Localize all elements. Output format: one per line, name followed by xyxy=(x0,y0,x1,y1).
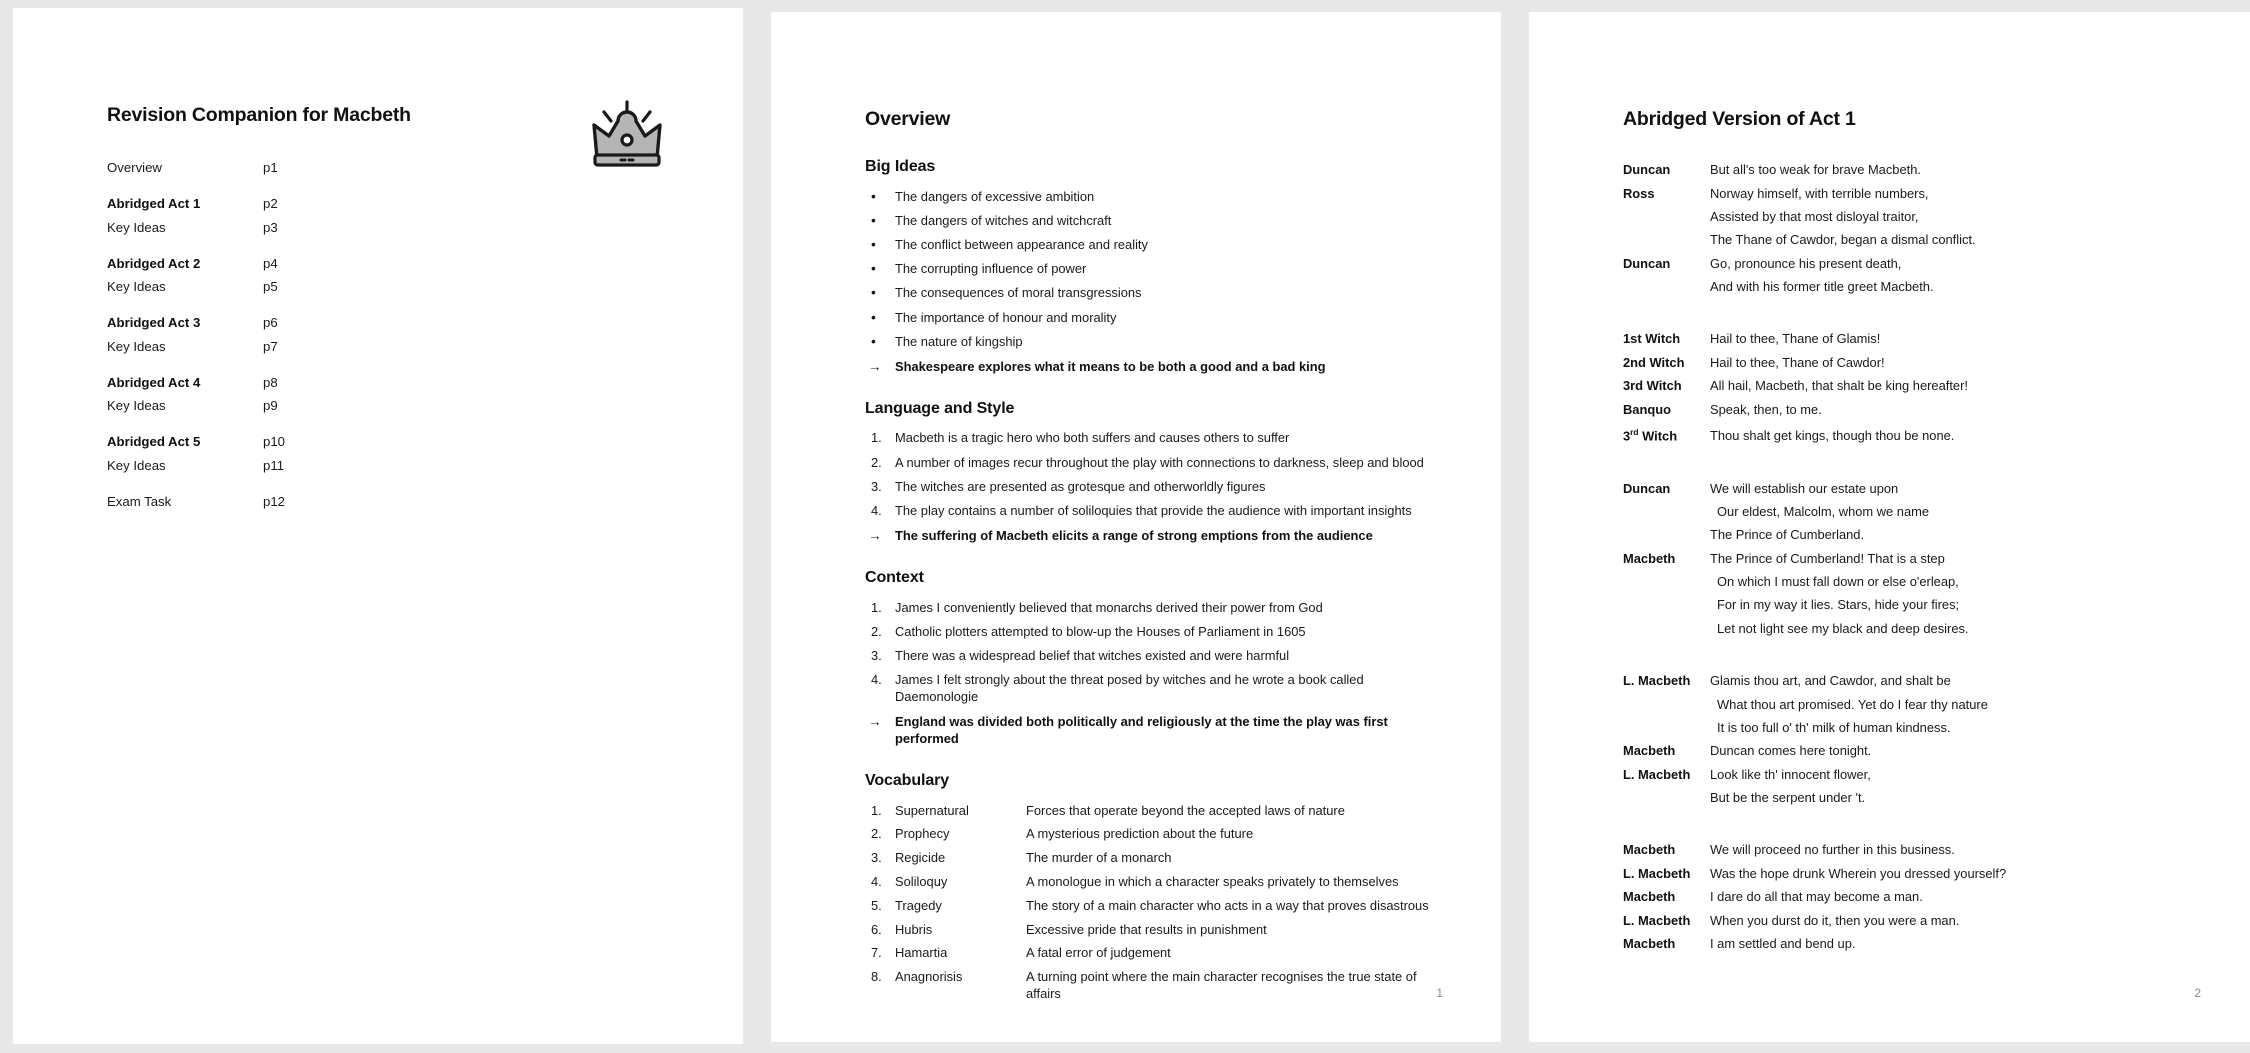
toc-row[interactable] xyxy=(107,315,567,339)
toc-label: Key Ideas xyxy=(107,279,166,294)
speech-group xyxy=(1623,158,2201,298)
speech-text: And with his former title greet Macbeth. xyxy=(1710,279,1934,295)
speech-text: On which I must fall down or else o'erleap, xyxy=(1717,574,1959,590)
vocabulary-term: Hamartia xyxy=(895,945,948,961)
section-summary xyxy=(865,523,1443,545)
speech-text: We will establish our estate upon xyxy=(1710,480,1899,496)
list-number: 2. xyxy=(871,623,882,639)
script-spacer xyxy=(1623,447,2201,476)
toc-row[interactable] xyxy=(107,196,567,220)
speaker-name: L. Macbeth xyxy=(1623,766,1691,782)
page-number: 2 xyxy=(2194,986,2201,1000)
vocabulary-term: Tragedy xyxy=(895,897,942,913)
speech-line xyxy=(1623,351,2201,374)
speech-text: Hail to thee, Thane of Glamis! xyxy=(1710,331,1881,347)
speech-text: Norway himself, with terrible numbers, xyxy=(1710,185,1929,201)
bullet-icon: • xyxy=(871,187,876,204)
list-number: 6. xyxy=(871,921,882,937)
list-item-text: The corrupting influence of power xyxy=(895,261,1087,277)
toc-label: Abridged Act 1 xyxy=(107,196,201,211)
language-and-style-list xyxy=(865,426,1443,523)
speaker-name: Macbeth xyxy=(1623,743,1676,759)
list-item-text: The consequences of moral transgressions xyxy=(895,285,1142,301)
toc-page-number: p8 xyxy=(263,374,278,390)
arrow-right-icon: → xyxy=(868,358,882,374)
speech-text: For in my way it lies. Stars, hide your fires; xyxy=(1717,597,1960,613)
list-number: 3. xyxy=(871,478,882,494)
toc-label: Abridged Act 3 xyxy=(107,315,201,330)
toc-row[interactable] xyxy=(107,339,567,363)
speaker-name: Duncan xyxy=(1623,255,1671,271)
speaker-name: 1st Witch xyxy=(1623,331,1681,347)
speech-line xyxy=(1623,739,2201,762)
vocabulary-term: Hubris xyxy=(895,921,933,937)
list-item xyxy=(865,619,1443,643)
speech-line xyxy=(1623,228,2201,251)
list-number: 3. xyxy=(871,850,882,866)
list-item-text: James I felt strongly about the threat posed by witches and he wrote a book called Daemonologie xyxy=(895,672,1364,705)
speech-line xyxy=(1623,252,2201,275)
page-title: Revision Companion for Macbeth xyxy=(107,104,411,126)
speech-group xyxy=(1623,476,2201,640)
vocabulary-definition: Forces that operate beyond the accepted laws of nature xyxy=(1026,802,1345,818)
speaker-name: Macbeth xyxy=(1623,935,1676,951)
speech-text: Speak, then, to me. xyxy=(1710,401,1822,417)
speech-line xyxy=(1623,181,2201,204)
toc-row[interactable] xyxy=(107,160,567,184)
speech-text: Let not light see my black and deep desires. xyxy=(1717,620,1969,636)
toc-row[interactable] xyxy=(107,494,567,518)
toc-row[interactable] xyxy=(107,434,567,458)
speech-text: But all's too weak for brave Macbeth. xyxy=(1710,162,1921,178)
list-number: 4. xyxy=(871,874,882,890)
toc-page-number: p7 xyxy=(263,338,278,354)
speech-line xyxy=(1623,669,2201,692)
toc-row[interactable] xyxy=(107,458,567,482)
list-item-text: The nature of kingship xyxy=(895,333,1023,349)
script-spacer xyxy=(1623,298,2201,327)
list-item xyxy=(865,893,1443,917)
speech-text: Duncan comes here tonight. xyxy=(1710,743,1872,759)
vocabulary-definition: Excessive pride that results in punishment xyxy=(1026,921,1267,937)
list-item xyxy=(865,281,1443,305)
toc-page-number: p11 xyxy=(263,457,285,473)
page-3-content xyxy=(1623,158,2201,955)
speaker-name: 3rd Witch xyxy=(1623,426,1678,444)
toc-page-number: p3 xyxy=(263,219,278,235)
list-item-text: The witches are presented as grotesque and otherworldly figures xyxy=(895,478,1266,494)
speech-text: All hail, Macbeth, that shalt be king hereafter! xyxy=(1710,378,1968,394)
page-2-content xyxy=(865,158,1443,1006)
vocabulary-definition: The murder of a monarch xyxy=(1026,850,1172,866)
speaker-name: Macbeth xyxy=(1623,842,1676,858)
speech-line xyxy=(1623,374,2201,397)
page-1 xyxy=(13,8,743,1044)
speaker-name: 3rd Witch xyxy=(1623,378,1682,394)
list-item xyxy=(865,917,1443,941)
speech-line xyxy=(1623,617,2201,640)
toc-row[interactable] xyxy=(107,220,567,244)
speech-line xyxy=(1623,547,2201,570)
list-number: 1. xyxy=(871,599,882,615)
vocabulary-term: Anagnorisis xyxy=(895,969,963,985)
speech-line xyxy=(1623,397,2201,420)
toc-row[interactable] xyxy=(107,256,567,280)
list-item xyxy=(865,329,1443,353)
speech-line xyxy=(1623,763,2201,786)
speech-text: I dare do all that may become a man. xyxy=(1710,889,1923,905)
toc-label: Key Ideas xyxy=(107,219,166,235)
speech-line xyxy=(1623,476,2201,499)
speech-text: Our eldest, Malcolm, whom we name xyxy=(1717,503,1930,519)
list-item xyxy=(865,426,1443,450)
context-list xyxy=(865,595,1443,709)
vocabulary-definition: A turning point where the main character recognises the true state of affairs xyxy=(1026,969,1417,1002)
speech-line xyxy=(1623,862,2201,885)
toc-row[interactable] xyxy=(107,398,567,422)
script-spacer xyxy=(1623,640,2201,669)
list-item xyxy=(865,450,1443,474)
bullet-icon: • xyxy=(871,332,876,349)
speech-text: Glamis thou art, and Cawdor, and shalt be xyxy=(1710,673,1951,689)
speech-text: Was the hope drunk Wherein you dressed yourself? xyxy=(1710,865,2007,881)
arrow-right-icon: → xyxy=(868,528,882,544)
list-number: 8. xyxy=(871,969,882,985)
list-item-text: The play contains a number of soliloquies that provide the audience with important insights xyxy=(895,502,1412,518)
arrow-right-icon: → xyxy=(868,714,882,730)
list-item xyxy=(865,846,1443,870)
list-item xyxy=(865,941,1443,965)
vocabulary-term: Prophecy xyxy=(895,826,950,842)
toc-page-number: p5 xyxy=(263,279,278,294)
big-ideas-list xyxy=(865,184,1443,353)
section-context xyxy=(865,569,1443,747)
section-summary-text: The suffering of Macbeth elicits a range of strong emptions from the audience xyxy=(895,528,1373,544)
vocabulary-definition: The story of a main character who acts in a way that proves disastrous xyxy=(1026,897,1429,913)
speech-line xyxy=(1623,932,2201,955)
page-title: Abridged Version of Act 1 xyxy=(1623,108,1856,130)
section-heading: Big Ideas xyxy=(865,158,936,175)
speech-group xyxy=(1623,669,2201,809)
toc-label: Exam Task xyxy=(107,493,172,509)
speaker-name: Duncan xyxy=(1623,162,1671,178)
speech-text: I am settled and bend up. xyxy=(1710,935,1856,951)
speech-line xyxy=(1623,421,2201,448)
speech-text: Go, pronounce his present death, xyxy=(1710,255,1902,271)
toc-page-number: p2 xyxy=(263,196,278,211)
section-summary-text: Shakespeare explores what it means to be both a good and a bad king xyxy=(895,358,1326,374)
toc-row[interactable] xyxy=(107,279,567,303)
vocabulary-list xyxy=(865,798,1443,1005)
list-item xyxy=(865,595,1443,619)
list-number: 1. xyxy=(871,430,882,446)
speaker-name: L. Macbeth xyxy=(1623,865,1691,881)
speech-group xyxy=(1623,327,2201,447)
section-heading: Language and Style xyxy=(865,399,1015,417)
speech-line xyxy=(1623,716,2201,739)
section-heading: Vocabulary xyxy=(865,772,950,790)
speaker-name: Duncan xyxy=(1623,480,1671,496)
page-3 xyxy=(1529,12,2250,1042)
section-big-ideas xyxy=(865,158,1443,375)
list-item xyxy=(865,232,1443,256)
speaker-name: L. Macbeth xyxy=(1623,912,1691,928)
bullet-icon: • xyxy=(871,284,876,301)
speech-line xyxy=(1623,327,2201,350)
list-number: 5. xyxy=(871,897,882,913)
list-item xyxy=(865,184,1443,208)
speech-text: The Prince of Cumberland! That is a step xyxy=(1710,550,1945,566)
list-item-text: There was a widespread belief that witches existed and were harmful xyxy=(895,648,1290,664)
list-item xyxy=(865,870,1443,894)
section-heading: Context xyxy=(865,569,924,587)
section-language-and-style xyxy=(865,400,1443,544)
toc-label: Key Ideas xyxy=(107,338,166,354)
list-item xyxy=(865,668,1443,709)
list-item-text: Macbeth is a tragic hero who both suffers and causes others to suffer xyxy=(895,430,1290,446)
speech-text: We will proceed no further in this business. xyxy=(1710,842,1955,858)
list-number: 3. xyxy=(871,648,882,664)
page-title: Overview xyxy=(865,108,951,130)
speech-line xyxy=(1623,786,2201,809)
list-item-text: The conflict between appearance and reality xyxy=(895,236,1148,252)
toc-page-number: p9 xyxy=(263,398,278,413)
list-item xyxy=(865,822,1443,846)
bullet-icon: • xyxy=(871,308,876,325)
list-item-text: The importance of honour and morality xyxy=(895,309,1117,325)
speech-text: But be the serpent under 't. xyxy=(1710,790,1866,806)
list-item-text: The dangers of witches and witchcraft xyxy=(895,212,1112,228)
speech-line xyxy=(1623,885,2201,908)
vocabulary-definition: A monologue in which a character speaks privately to themselves xyxy=(1026,874,1399,890)
speech-line xyxy=(1623,158,2201,181)
section-summary xyxy=(865,353,1443,375)
page-2 xyxy=(771,12,1501,1042)
bullet-icon: • xyxy=(871,260,876,277)
toc-label: Key Ideas xyxy=(107,457,166,473)
list-item xyxy=(865,798,1443,822)
speech-text: What thou art promised. Yet do I fear thy nature xyxy=(1717,696,1988,712)
speech-text: The Prince of Cumberland. xyxy=(1710,527,1865,543)
crown-icon xyxy=(587,100,667,177)
speech-line xyxy=(1623,275,2201,298)
speech-text: It is too full o' th' milk of human kindness. xyxy=(1717,719,1951,735)
list-item xyxy=(865,474,1443,498)
list-number: 4. xyxy=(871,502,882,518)
bullet-icon: • xyxy=(871,211,876,228)
section-vocabulary xyxy=(865,772,1443,1005)
vocabulary-term: Supernatural xyxy=(895,802,969,818)
toc-page-number: p10 xyxy=(263,434,286,449)
toc-page-number: p6 xyxy=(263,315,278,330)
list-item-text: The dangers of excessive ambition xyxy=(895,188,1095,204)
speaker-name: Macbeth xyxy=(1623,889,1676,905)
list-item xyxy=(865,208,1443,232)
bullet-icon: • xyxy=(871,235,876,252)
list-number: 1. xyxy=(871,802,882,818)
toc-page-number: p1 xyxy=(263,160,278,175)
section-summary-text: England was divided both politically and religiously at the time the play was first performed xyxy=(895,714,1388,747)
list-item xyxy=(865,257,1443,281)
list-number: 2. xyxy=(871,826,882,842)
list-item xyxy=(865,305,1443,329)
list-item xyxy=(865,965,1443,1006)
list-number: 2. xyxy=(871,454,882,470)
speech-group xyxy=(1623,838,2201,955)
speech-text: Assisted by that most disloyal traitor, xyxy=(1710,208,1919,224)
speech-line xyxy=(1623,908,2201,931)
speaker-name: L. Macbeth xyxy=(1623,673,1691,689)
list-item-text: Catholic plotters attempted to blow-up the Houses of Parliament in 1605 xyxy=(895,623,1306,639)
vocabulary-definition: A mysterious prediction about the future xyxy=(1026,826,1254,842)
toc-page-number: p4 xyxy=(263,255,278,271)
table-of-contents xyxy=(107,160,567,517)
toc-label: Abridged Act 5 xyxy=(107,434,201,449)
toc-label: Abridged Act 4 xyxy=(107,374,201,390)
speaker-name: Ross xyxy=(1623,185,1655,201)
speaker-name: Banquo xyxy=(1623,401,1671,417)
list-item-text: A number of images recur throughout the play with connections to darkness, sleep and blood xyxy=(895,454,1424,470)
list-number: 7. xyxy=(871,945,882,961)
speech-line xyxy=(1623,205,2201,228)
toc-label: Overview xyxy=(107,160,162,175)
list-item xyxy=(865,498,1443,522)
speech-line xyxy=(1623,523,2201,546)
speech-line xyxy=(1623,838,2201,861)
speech-text: Look like th' innocent flower, xyxy=(1710,766,1871,782)
speech-text: The Thane of Cawdor, began a dismal conflict. xyxy=(1710,232,1976,248)
toc-page-number: p12 xyxy=(263,493,286,509)
page-number: 1 xyxy=(1436,986,1443,1000)
script xyxy=(1623,158,2201,955)
list-number: 4. xyxy=(871,672,882,688)
vocabulary-term: Soliloquy xyxy=(895,874,948,890)
speech-line xyxy=(1623,570,2201,593)
speaker-name: 2nd Witch xyxy=(1623,354,1685,370)
speech-text: When you durst do it, then you were a man. xyxy=(1710,912,1960,928)
speech-line xyxy=(1623,692,2201,715)
script-spacer xyxy=(1623,809,2201,838)
speech-text: Hail to thee, Thane of Cawdor! xyxy=(1710,354,1885,370)
speech-line xyxy=(1623,593,2201,616)
vocabulary-term: Regicide xyxy=(895,850,946,866)
vocabulary-definition: A fatal error of judgement xyxy=(1026,945,1171,961)
section-summary xyxy=(865,709,1443,748)
list-item-text: James I conveniently believed that monarchs derived their power from God xyxy=(895,599,1323,615)
toc-label: Abridged Act 2 xyxy=(107,255,201,271)
toc-row[interactable] xyxy=(107,375,567,399)
toc-label: Key Ideas xyxy=(107,398,166,413)
speaker-name: Macbeth xyxy=(1623,550,1676,566)
speech-text: Thou shalt get kings, though thou be none. xyxy=(1710,428,1955,444)
list-item xyxy=(865,643,1443,667)
speech-line xyxy=(1623,500,2201,523)
